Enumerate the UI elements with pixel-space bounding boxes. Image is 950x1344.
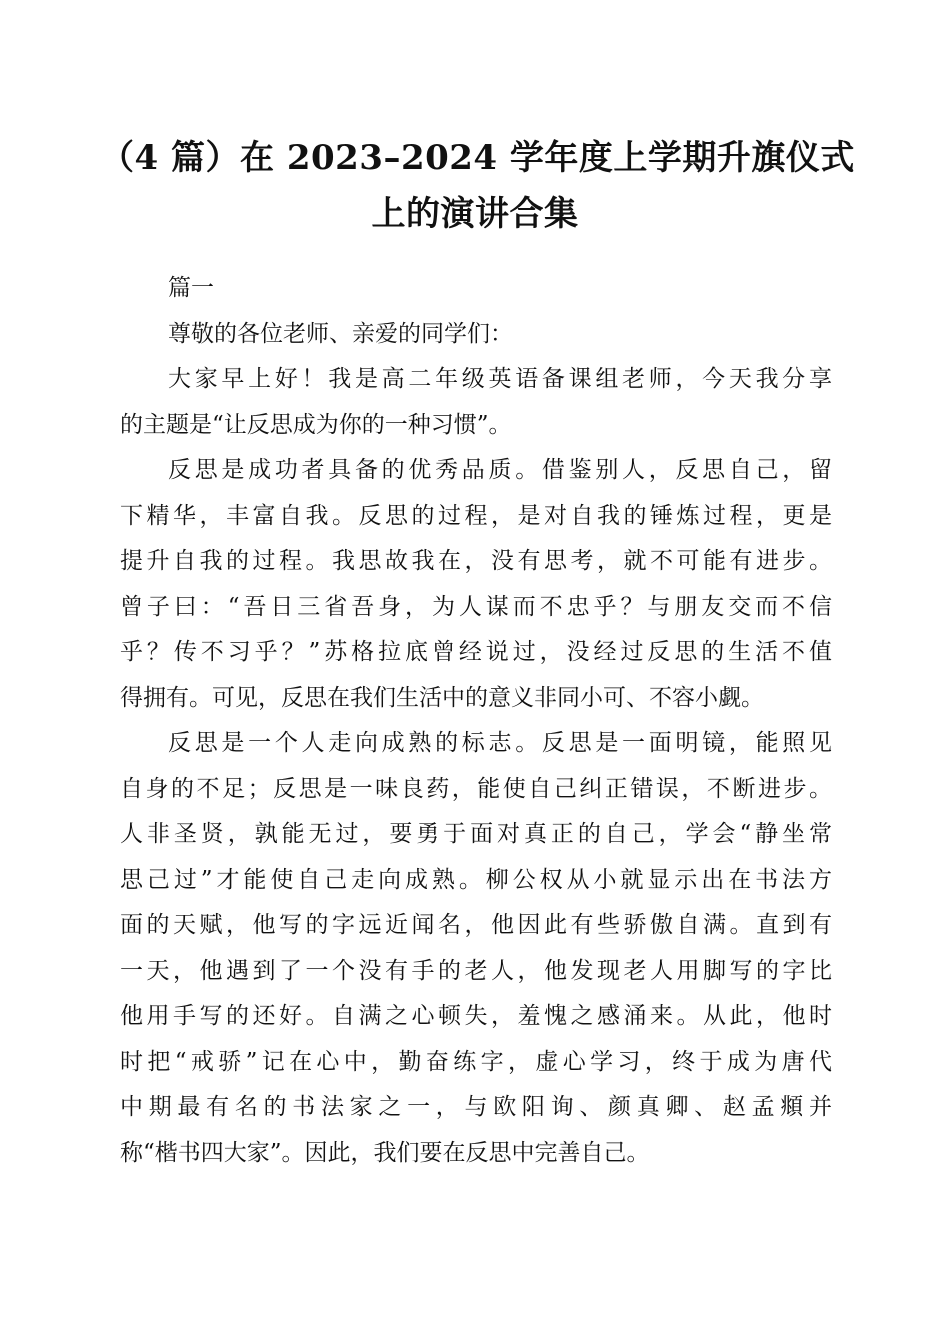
text-line: 篇一: [168, 275, 214, 301]
text-line: 他用手写的还好。自满之心顿失，羞愧之感涌来。从此，他时: [120, 1003, 832, 1029]
salutation: [120, 312, 832, 358]
document-title: [100, 130, 855, 242]
text-line: 反思是一个人走向成熟的标志。反思是一面明镜，能照见: [168, 730, 832, 756]
text-line: 一天，他遇到了一个没有手的老人，他发现老人用脚写的字比: [120, 957, 832, 984]
document-body: [120, 266, 832, 1176]
text-line: 人非圣贤，孰能无过，要勇于面对真正的自己，学会“静坐常: [120, 821, 832, 847]
text-line: 大家早上好！我是高二年级英语备课组老师，今天我分享: [168, 366, 832, 392]
text-line: 称“楷书四大家”。因此，我们要在反思中完善自己。: [120, 1139, 650, 1166]
text-line: 自身的不足；反思是一味良药，能使自己纠正错误，不断进步。: [120, 775, 832, 802]
text-line: 面的天赋，他写的字远近闻名，他因此有些骄傲自满。直到有: [120, 912, 832, 938]
paragraph-reflection-maturity: [120, 721, 832, 1176]
text-line: 乎？传不习乎？”苏格拉底曾经说过，没经过反思的生活不值: [120, 639, 832, 665]
text-line: 提升自我的过程。我思故我在，没有思考，就不可能有进步。: [120, 548, 832, 574]
title-line-1: （4 篇）在 2023–2024 学年度上学期升旗仪式: [100, 138, 855, 178]
paragraph-greeting: [120, 357, 832, 448]
text-line: 时把“戒骄”记在心中，勤奋练字，虚心学习，终于成为唐代: [120, 1048, 832, 1075]
title-line-2: 上的演讲合集: [371, 194, 579, 234]
text-line: 中期最有名的书法家之一，与欧阳询、颜真卿、赵孟頫并: [120, 1094, 832, 1120]
section-heading: [120, 266, 832, 312]
text-line: 思己过”才能使自己走向成熟。柳公权从小就显示出在书法方: [120, 866, 832, 893]
text-line: 的主题是“让反思成为你的一种习惯”。: [120, 411, 512, 438]
text-line: 反思是成功者具备的优秀品质。借鉴别人，反思自己，留: [168, 457, 832, 483]
text-line: 下精华，丰富自我。反思的过程，是对自我的锤炼过程，更是: [120, 502, 832, 529]
text-line: 尊敬的各位老师、亲爱的同学们：: [168, 320, 513, 347]
text-line: 曾子曰：“吾日三省吾身，为人谋而不忠乎？与朋友交而不信: [120, 593, 832, 620]
text-line: 得拥有。可见，反思在我们生活中的意义非同小可、不容小觑。: [120, 684, 764, 711]
paragraph-reflection-quality: [120, 448, 832, 721]
